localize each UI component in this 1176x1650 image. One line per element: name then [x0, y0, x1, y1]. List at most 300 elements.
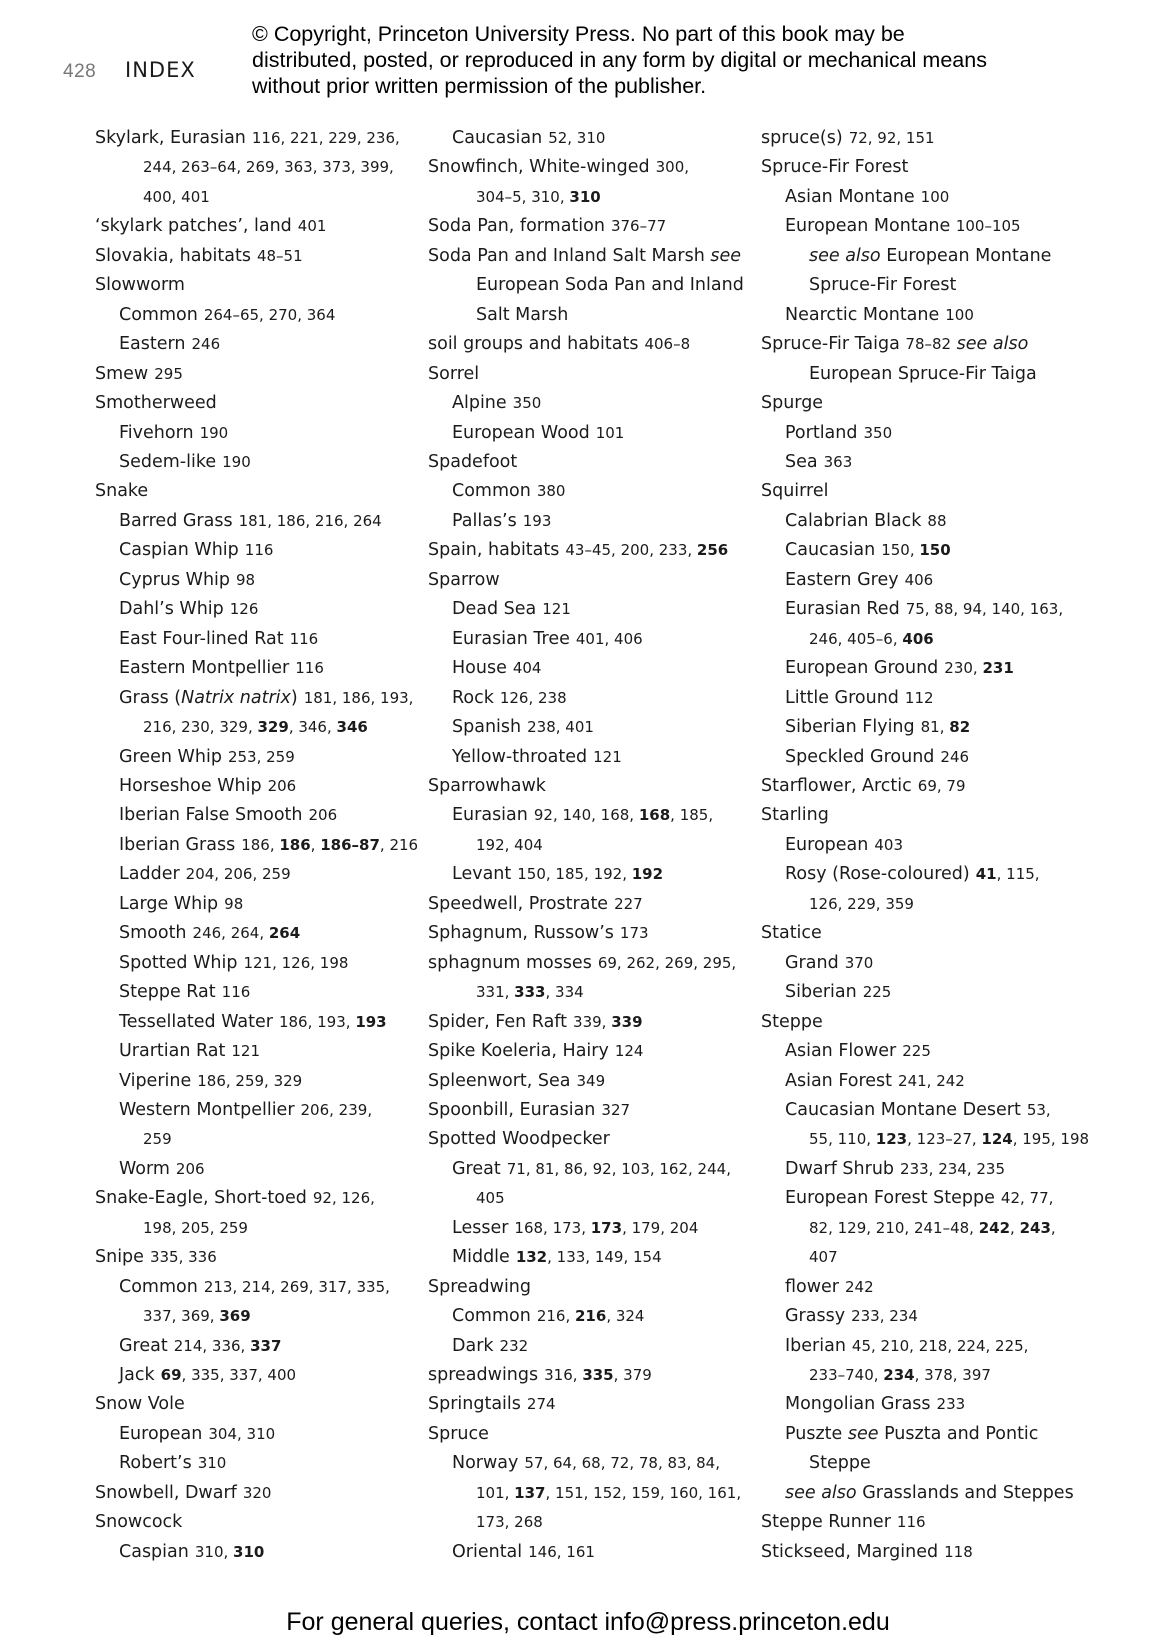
- page-references: 304–5, 310,: [476, 187, 570, 206]
- index-subentry: [761, 595, 1091, 624]
- page-references: 300,: [655, 158, 690, 177]
- page-references: 304, 310: [208, 1424, 276, 1443]
- index-entry: [428, 1273, 748, 1302]
- page-references: 126, 229, 359: [809, 894, 914, 913]
- page-references: 98: [224, 894, 244, 913]
- page-references: 339,: [573, 1012, 612, 1031]
- page-references: 400, 401: [143, 187, 210, 206]
- entry-term: Worm: [119, 1158, 170, 1179]
- index-subentry: [95, 1067, 415, 1096]
- page-references: 404: [512, 659, 542, 678]
- index-entry: [95, 1508, 415, 1537]
- index-subentry: [95, 801, 415, 830]
- index-subentry: [95, 743, 415, 772]
- page-references: 168, 173,: [514, 1218, 591, 1237]
- index-continuation: [95, 1214, 415, 1243]
- page-references: 231: [982, 659, 1014, 678]
- entry-term: ): [290, 687, 298, 708]
- entry-term: Green Whip: [119, 746, 222, 767]
- page-references: 198, 205, 259: [143, 1218, 248, 1237]
- entry-term: Yellow-throated: [452, 746, 588, 767]
- page-references: , 179, 204: [622, 1218, 699, 1237]
- entry-term: Caucasian Montane Desert: [785, 1099, 1021, 1120]
- entry-term: Common: [119, 304, 198, 325]
- page-references: 116, 221, 229, 236,: [251, 129, 400, 147]
- page-references: 101,: [476, 1483, 515, 1502]
- entry-term: European Soda Pan and Inland: [476, 275, 744, 296]
- entry-term: Spider, Fen Raft: [428, 1011, 568, 1032]
- entry-term: Spain, habitats: [428, 540, 560, 561]
- entry-term: Siberian: [785, 982, 857, 1003]
- entry-term: Eastern Montpellier: [119, 658, 290, 679]
- entry-term: Snake-Eagle, Short-toed: [95, 1188, 307, 1209]
- page-references: 216: [575, 1307, 607, 1326]
- entry-term: Iberian Grass: [119, 834, 236, 855]
- index-subentry: [761, 1390, 1091, 1419]
- page-references: 264–65, 270, 364: [203, 305, 336, 324]
- page-references: 116: [244, 541, 274, 560]
- index-entry: [95, 1479, 415, 1508]
- entry-term: Barred Grass: [119, 510, 233, 531]
- page-references: 310: [233, 1542, 265, 1561]
- entry-term: see also: [951, 334, 1029, 355]
- index-entry: [761, 801, 1091, 830]
- page-references: 241, 242: [898, 1071, 965, 1090]
- page-references: , 335, 337, 400: [181, 1366, 297, 1385]
- page-references: 401: [297, 217, 327, 236]
- entry-term: European: [785, 834, 869, 855]
- index-continuation: [761, 1243, 1091, 1272]
- index-subentry: [761, 654, 1091, 683]
- page-references: 380: [536, 482, 566, 501]
- entry-term: Steppe: [761, 1011, 823, 1032]
- index-subentry: [761, 1420, 1091, 1449]
- page-references: 335: [582, 1366, 614, 1385]
- page-references: 403: [874, 835, 903, 854]
- page-references: 246: [191, 335, 221, 354]
- page-references: 150,: [881, 541, 920, 560]
- index-subentry: [95, 1361, 415, 1390]
- page-references: 121, 126, 198: [243, 953, 349, 972]
- index-entry: [428, 360, 748, 389]
- index-continuation: [761, 360, 1091, 389]
- page-references: 186: [279, 835, 311, 854]
- index-subentry: [761, 684, 1091, 713]
- index-entry: [761, 124, 1091, 153]
- index-entry: [428, 242, 748, 271]
- index-subentry: [95, 1538, 415, 1567]
- index-continuation: [428, 1479, 748, 1508]
- entry-term: Great: [119, 1335, 168, 1356]
- index-entry: [95, 271, 415, 300]
- index-entry: [95, 360, 415, 389]
- entry-term: Speckled Ground: [785, 746, 935, 767]
- page-references: 406: [904, 570, 934, 589]
- entry-term: European Ground: [785, 658, 939, 679]
- page-references: 186,: [241, 835, 280, 854]
- entry-term: Spotted Whip: [119, 952, 238, 973]
- index-entry: [761, 772, 1091, 801]
- entry-term: Grasslands and Steppes: [856, 1482, 1074, 1503]
- page-references: 92, 126,: [312, 1189, 375, 1208]
- page-references: 316,: [544, 1366, 583, 1385]
- page-references: 259: [143, 1130, 172, 1149]
- entry-term: Snowfinch, White-winged: [428, 157, 650, 178]
- index-subentry: [95, 1273, 415, 1302]
- entry-term: Rock: [452, 687, 494, 708]
- entry-term: Smotherweed: [95, 393, 217, 414]
- index-subentry: [95, 301, 415, 330]
- index-subentry: [761, 448, 1091, 477]
- index-entry: [761, 389, 1091, 418]
- page-references: , 115,: [996, 865, 1040, 884]
- entry-term: Skylark, Eurasian: [95, 128, 246, 148]
- page-references: 369: [219, 1307, 251, 1326]
- page-references: 72, 92, 151: [848, 129, 935, 147]
- index-entry: [761, 153, 1091, 182]
- page-references: 339: [611, 1012, 643, 1031]
- index-subentry: [95, 1155, 415, 1184]
- index-continuation: [95, 1125, 415, 1154]
- entry-term: Dwarf Shrub: [785, 1158, 895, 1179]
- entry-term: Starflower, Arctic: [761, 775, 912, 796]
- page-references: 124: [981, 1130, 1013, 1149]
- index-continuation: [761, 271, 1091, 300]
- index-entry: [428, 330, 748, 359]
- entry-term: Springtails: [428, 1394, 521, 1415]
- index-entry: [428, 890, 748, 919]
- entry-term: Eastern Grey: [785, 569, 899, 590]
- index-subentry: [761, 1302, 1091, 1331]
- entry-term: Asian Montane: [785, 186, 915, 207]
- entry-term: Starling: [761, 805, 829, 826]
- index-subentry: [428, 1449, 748, 1478]
- page-references: 173: [590, 1218, 623, 1237]
- index-subentry: [428, 713, 748, 742]
- page-references: 244, 263–64, 269, 363, 373, 399,: [143, 158, 394, 177]
- entry-term: Iberian: [785, 1335, 846, 1356]
- entry-term: spreadwings: [428, 1365, 539, 1386]
- entry-term: Caspian Whip: [119, 540, 239, 561]
- index-entry: [761, 1538, 1091, 1567]
- page-references: 137: [514, 1483, 546, 1502]
- entry-term: Caucasian: [785, 540, 876, 561]
- index-entry: [95, 1184, 415, 1213]
- page-references: 126, 238: [499, 688, 567, 707]
- entry-term: Sparrow: [428, 569, 500, 590]
- index-continuation: [95, 183, 415, 212]
- entry-term: Dead Sea: [452, 599, 537, 620]
- index-subentry: [95, 1008, 415, 1037]
- index-entry: [761, 477, 1091, 506]
- page-references: , 195, 198: [1012, 1130, 1090, 1149]
- index-subentry: [428, 1332, 748, 1361]
- index-subentry: [95, 566, 415, 595]
- index-subentry: [95, 1096, 415, 1125]
- entry-term: Middle: [452, 1247, 510, 1268]
- entry-term: Snow Vole: [95, 1394, 185, 1415]
- page-references: 401, 406: [575, 629, 643, 648]
- index-subentry: [428, 801, 748, 830]
- page-references: , 133, 149, 154: [547, 1248, 662, 1267]
- entry-term: Tessellated Water: [119, 1011, 273, 1032]
- index-subentry: [95, 684, 415, 713]
- page-references: 57, 64, 68, 72, 78, 83, 84,: [524, 1454, 720, 1473]
- entry-term: see also: [785, 1482, 857, 1503]
- page-references: , 378, 397: [914, 1366, 991, 1385]
- entry-term: Stickseed, Margined: [761, 1541, 939, 1562]
- index-subentry: [428, 654, 748, 683]
- page-references: 42, 77,: [1000, 1189, 1054, 1208]
- index-subentry: [95, 1420, 415, 1449]
- page-references: 116: [896, 1513, 926, 1532]
- page-references: 225: [862, 983, 892, 1002]
- index-subentry: [428, 477, 748, 506]
- page-references: 346: [336, 718, 368, 737]
- index-entry: [428, 1096, 748, 1125]
- entry-term: Spotted Woodpecker: [428, 1129, 610, 1150]
- entry-term: Little Ground: [785, 687, 899, 708]
- entry-term: Speedwell, Prostrate: [428, 893, 609, 914]
- entry-term: Steppe Runner: [761, 1512, 891, 1533]
- page-references: , 379: [613, 1366, 652, 1385]
- entry-term: Slowworm: [95, 275, 185, 296]
- index-continuation: [428, 1508, 748, 1537]
- page-references: 333: [514, 983, 546, 1002]
- index-entry: [428, 153, 748, 182]
- entry-term: Levant: [452, 864, 512, 885]
- index-entry: [428, 1008, 748, 1037]
- entry-term: Sphagnum, Russow’s: [428, 923, 614, 944]
- page-references: 349: [576, 1071, 606, 1090]
- index-subentry: [95, 330, 415, 359]
- page-references: 121: [231, 1042, 261, 1061]
- page-references: 116: [289, 629, 319, 648]
- entry-term: Eurasian Red: [785, 599, 900, 620]
- index-entry: [428, 1125, 748, 1154]
- index-subentry: [95, 772, 415, 801]
- index-subentry: [761, 831, 1091, 860]
- index-subentry: [95, 1449, 415, 1478]
- page-references: 45, 210, 218, 224, 225,: [851, 1336, 1029, 1355]
- entry-term: Spleenwort, Sea: [428, 1070, 571, 1091]
- page-references: 264: [268, 924, 301, 943]
- entry-term: European: [119, 1423, 203, 1444]
- entry-term: Puszte: [785, 1423, 848, 1444]
- entry-term: Rosy (Rose-coloured): [785, 864, 970, 885]
- page-references: 295: [154, 364, 183, 383]
- entry-term: Snake: [95, 481, 149, 502]
- page-references: 274: [526, 1395, 556, 1414]
- page-references: 98: [236, 570, 256, 589]
- index-continuation: [428, 183, 748, 212]
- entry-term: Eurasian: [452, 805, 528, 826]
- page-references: 92, 140, 168,: [533, 806, 639, 825]
- page-references: 206: [175, 1159, 205, 1178]
- index-subentry: [761, 743, 1091, 772]
- entry-term: Spruce-Fir Forest: [761, 157, 909, 178]
- page-references: 168: [638, 806, 671, 825]
- index-continuation: [761, 242, 1091, 271]
- page-references: 100: [920, 187, 950, 206]
- page-references: 406: [902, 629, 934, 648]
- entry-term: Asian Forest: [785, 1070, 893, 1091]
- page-references: 406–8: [644, 335, 691, 354]
- entry-term: Sorrel: [428, 363, 480, 384]
- page-references: , 346,: [288, 718, 337, 737]
- page-references: 186, 259, 329: [197, 1071, 303, 1090]
- page-references: 233, 234, 235: [900, 1159, 1005, 1178]
- footer-contact: For general queries, contact info@press.princeton.edu: [286, 1608, 890, 1636]
- page-references: 71, 81, 86, 92, 103, 162, 244,: [506, 1159, 731, 1178]
- page-references: 234: [883, 1366, 915, 1385]
- index-continuation: [95, 713, 415, 742]
- index-subentry: [761, 713, 1091, 742]
- entry-term: Smooth: [119, 923, 187, 944]
- page-number: 428: [63, 61, 97, 82]
- page-references: 310: [569, 187, 601, 206]
- page-references: 337, 369,: [143, 1307, 220, 1326]
- index-entry: [761, 919, 1091, 948]
- index-subentry: [761, 949, 1091, 978]
- page-references: 376–77: [610, 217, 667, 236]
- page-references: 190: [222, 452, 251, 471]
- entry-term: Slovakia, habitats: [95, 245, 251, 266]
- entry-term: Soda Pan, formation: [428, 216, 605, 237]
- entry-term: Dark: [452, 1335, 494, 1356]
- index-subentry: [428, 684, 748, 713]
- page-references: 55, 110,: [809, 1130, 876, 1149]
- page-references: 78–82: [905, 335, 952, 354]
- entry-term: Norway: [452, 1453, 519, 1474]
- index-subentry: [761, 1273, 1091, 1302]
- index-subentry: [761, 1184, 1091, 1213]
- index-subentry: [761, 1037, 1091, 1066]
- index-subentry: [428, 124, 748, 153]
- index-subentry: [761, 566, 1091, 595]
- page-references: ,: [1050, 1218, 1056, 1237]
- index-subentry: [95, 949, 415, 978]
- index-continuation: [95, 153, 415, 182]
- page-references: 116: [221, 983, 251, 1002]
- entry-term: Grass (: [119, 687, 182, 708]
- entry-term: European Spruce-Fir Taiga: [809, 363, 1037, 384]
- index-entry: [428, 1390, 748, 1419]
- entry-term: European Montane: [785, 216, 956, 237]
- page-references: 227: [614, 894, 643, 913]
- entry-term: see also: [809, 245, 881, 266]
- entry-term: East Four-lined Rat: [119, 628, 284, 649]
- page-references: 186–87: [320, 835, 380, 854]
- page-references: 75, 88, 94, 140, 163,: [905, 600, 1064, 619]
- entry-term: Spoonbill, Eurasian: [428, 1099, 596, 1120]
- entry-term: European Wood: [452, 422, 590, 443]
- entry-term: Sedem-like: [119, 451, 217, 472]
- page-references: 48–51: [256, 246, 303, 265]
- entry-term: House: [452, 658, 507, 679]
- page-references: 310,: [194, 1542, 234, 1561]
- index-subentry: [95, 625, 415, 654]
- page-references: 233–740,: [809, 1366, 884, 1385]
- entry-term: Spurge: [761, 393, 824, 414]
- entry-term: Sparrowhawk: [428, 775, 546, 796]
- page-references: 243: [1019, 1218, 1051, 1237]
- entry-term: Great: [452, 1158, 501, 1179]
- entry-term: Spanish: [452, 717, 522, 738]
- page-references: , 216: [379, 835, 419, 854]
- index-subentry: [95, 595, 415, 624]
- entry-term: Fivehorn: [119, 422, 194, 443]
- entry-term: Sea: [785, 451, 818, 472]
- index-subentry: [95, 507, 415, 536]
- page-references: 230,: [944, 659, 983, 678]
- page-references: 132: [515, 1248, 548, 1267]
- page-references: 173, 268: [476, 1513, 543, 1532]
- page-references: 118: [944, 1542, 973, 1561]
- entry-term: Steppe: [809, 1453, 871, 1474]
- page-references: 53,: [1026, 1100, 1051, 1119]
- page-references: 126: [229, 600, 259, 619]
- page-references: 246, 405–6,: [809, 629, 903, 648]
- index-subentry: [95, 978, 415, 1007]
- index-subentry: [428, 1214, 748, 1243]
- page-references: 146, 161: [528, 1542, 595, 1561]
- entry-term: Horseshoe Whip: [119, 775, 262, 796]
- index-entry: [428, 1037, 748, 1066]
- page-references: 233, 234: [851, 1307, 918, 1326]
- index-subentry: [428, 507, 748, 536]
- page-references: 150, 185, 192,: [517, 865, 632, 884]
- page-references: , 334: [545, 983, 584, 1002]
- page-references: 216,: [536, 1307, 575, 1326]
- index-subentry: [761, 507, 1091, 536]
- page-references: 190: [199, 423, 229, 442]
- index-subentry: [761, 536, 1091, 565]
- index-continuation: [761, 890, 1091, 919]
- page-references: 206, 239,: [300, 1100, 373, 1119]
- index-entry: [428, 536, 748, 565]
- page-references: 123: [875, 1130, 908, 1149]
- entry-term: Spike Koeleria, Hairy: [428, 1041, 609, 1062]
- index-entry: [95, 477, 415, 506]
- entry-term: Nearctic Montane: [785, 304, 940, 325]
- entry-term: Spadefoot: [428, 451, 518, 472]
- index-continuation: [761, 1214, 1091, 1243]
- index-column-1: [95, 124, 419, 1567]
- page-references: 256: [696, 541, 729, 560]
- page-references: 213, 214, 269, 317, 335,: [203, 1277, 390, 1296]
- entry-term: Pallas’s: [452, 510, 517, 531]
- page-references: 214, 336,: [173, 1336, 251, 1355]
- index-entry: [428, 919, 748, 948]
- index-subentry: [761, 860, 1091, 889]
- index-entry: [428, 1067, 748, 1096]
- entry-term: Statice: [761, 923, 822, 944]
- entry-term: Mongolian Grass: [785, 1394, 931, 1415]
- index-subentry: [761, 301, 1091, 330]
- index-entry: [761, 1008, 1091, 1037]
- page-references: 206: [308, 806, 338, 825]
- index-entry: [428, 212, 748, 241]
- page-references: 121: [542, 600, 571, 619]
- entry-term: Eastern: [119, 334, 186, 355]
- page-references: 181, 186, 193,: [303, 688, 414, 707]
- index-entry: [761, 1508, 1091, 1537]
- index-entry: [428, 448, 748, 477]
- index-entry: [95, 1243, 415, 1272]
- page-references: 242: [978, 1218, 1011, 1237]
- index-entry: [428, 1361, 748, 1390]
